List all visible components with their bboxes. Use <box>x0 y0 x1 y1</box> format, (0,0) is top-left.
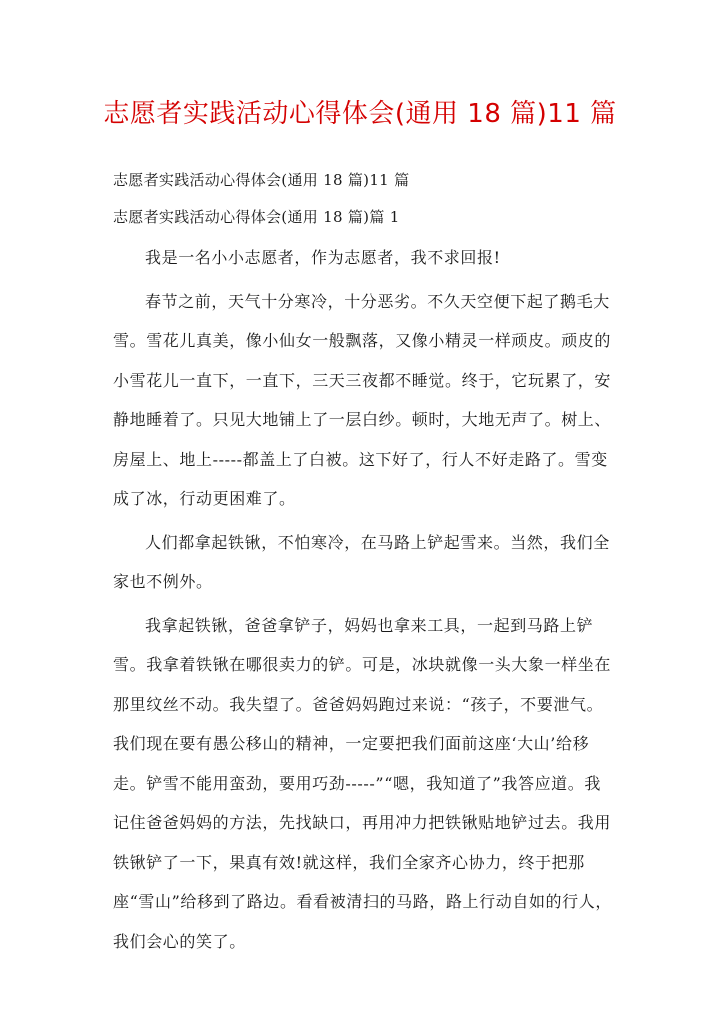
document-body <box>113 238 613 961</box>
document-subtitle-2: 志愿者实践活动心得体会(通用 18 篇)篇 1 <box>113 208 400 226</box>
paragraph-4: 我拿起铁锹，爸爸拿铲子，妈妈也拿来工具，一起到马路上铲雪。我拿着铁锹在哪很卖力的铲。可是，冰块就像一头大象一样坐在那里纹丝不动。我失望了。爸爸妈妈跑过来说：“孩子，不要泄气。我们现在要有愚公移山的精神，一定要把我们面前这座‘大山’给移走。铲雪不能用蛮劲，要用巧劲-----”“嗯，我知道了”我答应道。我记住爸爸妈妈的方法，先找缺口，再用冲力把铁锹贴地铲过去。我用铁锹铲了一下，果真有效!就这样，我们全家齐心协力，终于把那座“雪山”给移到了路边。看看被清扫的马路，路上行动自如的行人，我们会心的笑了。 <box>113 615 612 951</box>
paragraph-3: 人们都拿起铁锹，不怕寒冷，在马路上铲起雪来。当然，我们全家也不例外。 <box>113 532 610 591</box>
document-title: 志愿者实践活动心得体会(通用 18 篇)11 篇 <box>103 99 617 129</box>
document-subtitle-1: 志愿者实践活动心得体会(通用 18 篇)11 篇 <box>113 171 410 189</box>
paragraph-1: 我是一名小小志愿者，作为志愿者，我不求回报! <box>145 248 501 267</box>
paragraph-2: 春节之前，天气十分寒冷，十分恶劣。不久天空便下起了鹅毛大雪。雪花儿真美，像小仙女一般飘落，又像小精灵一样顽皮。顽皮的小雪花儿一直下，一直下，三天三夜都不睡觉。终于，它玩累了，安静地睡着了。只见大地铺上了一层白纱。顿时，大地无声了。树上、房屋上、地上-----都盖上了白被。这下好了，行人不好走路了。雪变成了冰，行动更困难了。 <box>113 291 612 508</box>
